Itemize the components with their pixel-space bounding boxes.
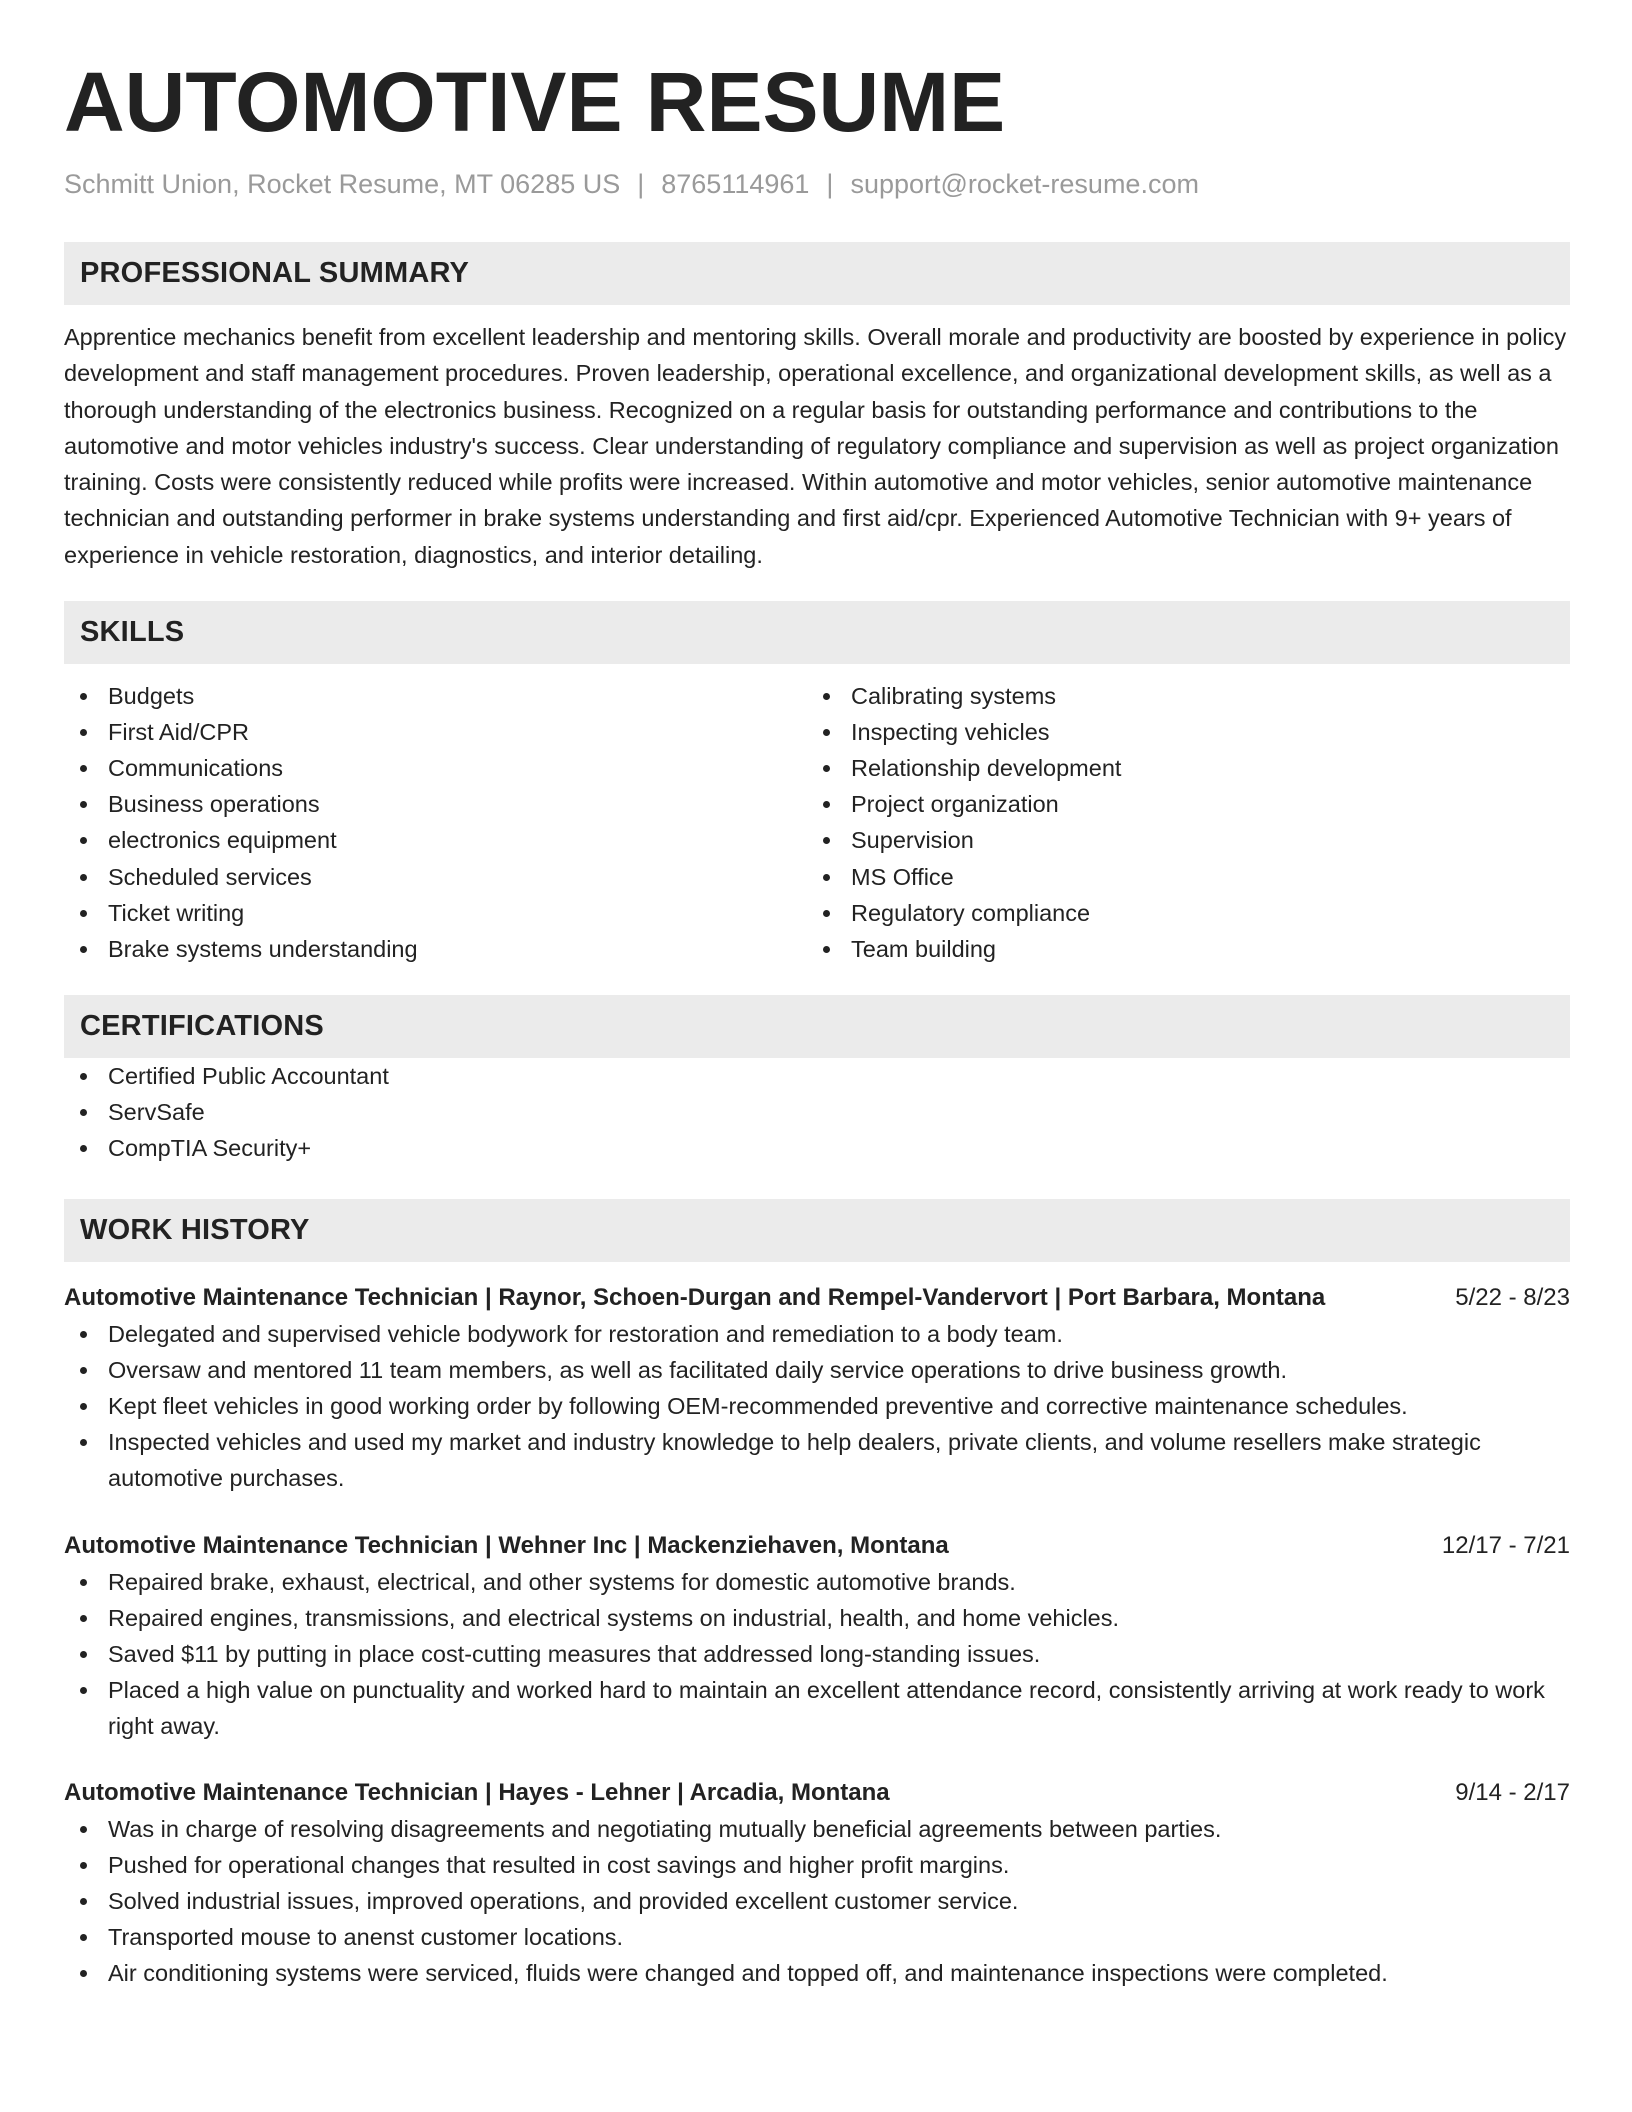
contact-separator: | — [637, 169, 645, 199]
skill-item: MS Office — [807, 859, 1550, 895]
skill-item: Calibrating systems — [807, 678, 1550, 714]
job-bullet: Saved $11 by putting in place cost-cutting measures that addressed long-standing issues. — [64, 1636, 1570, 1672]
section-header-summary: PROFESSIONAL SUMMARY — [64, 242, 1570, 305]
job-dates: 5/22 - 8/23 — [1455, 1284, 1570, 1312]
job-title: Automotive Maintenance Technician | Hayes - Lehner | Arcadia, Montana — [64, 1779, 890, 1807]
job-bullet: Oversaw and mentored 11 team members, as well as facilitated daily service operations to drive business growth. — [64, 1352, 1570, 1388]
contact-phone: 8765114961 — [661, 169, 810, 199]
job-bullet-list — [64, 1811, 1570, 1991]
job-bullet: Inspected vehicles and used my market and industry knowledge to help dealers, private clients, and volume resellers make strategic automotive purchases. — [64, 1424, 1570, 1496]
job-bullet: Placed a high value on punctuality and worked hard to maintain an excellent attendance record, consistently arriving at work ready to work right away. — [64, 1672, 1570, 1744]
jobs-container — [64, 1280, 1570, 1991]
skill-item: Relationship development — [807, 750, 1550, 786]
job-entry — [64, 1280, 1570, 1496]
resume-page — [64, 52, 1570, 1992]
contact-email: support@rocket-resume.com — [850, 169, 1199, 199]
certification-item: ServSafe — [64, 1094, 1570, 1130]
job-dates: 12/17 - 7/21 — [1441, 1531, 1570, 1559]
skill-item: Team building — [807, 931, 1550, 967]
job-dates: 9/14 - 2/17 — [1455, 1779, 1570, 1807]
job-title: Automotive Maintenance Technician | Raynor, Schoen-Durgan and Rempel-Vandervort | Port Barbara, Montana — [64, 1284, 1326, 1312]
job-bullet: Air conditioning systems were serviced, fluids were changed and topped off, and maintenance inspections were completed. — [64, 1955, 1570, 1991]
certification-item: Certified Public Accountant — [64, 1058, 1570, 1094]
skill-item: Budgets — [64, 678, 807, 714]
skill-item: Regulatory compliance — [807, 895, 1550, 931]
skills-section — [64, 601, 1570, 967]
job-header — [64, 1775, 1570, 1811]
section-header-work-history: WORK HISTORY — [64, 1199, 1570, 1262]
section-header-skills: SKILLS — [64, 601, 1570, 664]
contact-address: Schmitt Union, Rocket Resume, MT 06285 US — [64, 169, 621, 199]
skill-item: Communications — [64, 750, 807, 786]
job-bullet: Delegated and supervised vehicle bodywork for restoration and remediation to a body team. — [64, 1316, 1570, 1352]
work-history-section — [64, 1199, 1570, 1991]
skill-item: Inspecting vehicles — [807, 714, 1550, 750]
skill-item: electronics equipment — [64, 822, 807, 858]
skills-grid — [64, 678, 1570, 967]
skills-list-left — [64, 678, 807, 967]
contact-separator: | — [826, 169, 834, 199]
skill-item: Brake systems understanding — [64, 931, 807, 967]
job-title: Automotive Maintenance Technician | Wehner Inc | Mackenziehaven, Montana — [64, 1531, 949, 1559]
summary-section — [64, 242, 1570, 573]
section-header-certifications: CERTIFICATIONS — [64, 995, 1570, 1058]
job-bullet: Transported mouse to anenst customer locations. — [64, 1919, 1570, 1955]
resume-title: AUTOMOTIVE RESUME — [64, 55, 1006, 149]
job-entry — [64, 1775, 1570, 1991]
certifications-section — [64, 995, 1570, 1166]
summary-text: Apprentice mechanics benefit from excellent leadership and mentoring skills. Overall morale and productivity are boosted by experience in policy development and staff management procedures. Proven leadership, operational excellence, and organizational development skills, as well as a thorough understanding of the electronics business. Recognized on a regular basis for outstanding performance and contributions to the automotive and motor vehicles industry's success. Clear understanding of regulatory compliance and supervision as well as project organization training. Costs were consistently reduced while profits were increased. Within automotive and motor vehicles, senior automotive maintenance technician and outstanding performer in brake systems understanding and first aid/cpr. Experienced Automotive Technician with 9+ years of experience in vehicle restoration, diagnostics, and interior detailing. — [64, 324, 1567, 568]
certification-item: CompTIA Security+ — [64, 1130, 1570, 1166]
job-entry — [64, 1528, 1570, 1744]
skills-list-right — [807, 678, 1550, 967]
skill-item: Supervision — [807, 822, 1550, 858]
skill-item: First Aid/CPR — [64, 714, 807, 750]
job-bullet: Repaired engines, transmissions, and electrical systems on industrial, health, and home vehicles. — [64, 1600, 1570, 1636]
skill-item: Business operations — [64, 786, 807, 822]
job-bullet: Solved industrial issues, improved operations, and provided excellent customer service. — [64, 1883, 1570, 1919]
job-bullet: Pushed for operational changes that resulted in cost savings and higher profit margins. — [64, 1847, 1570, 1883]
job-bullet-list — [64, 1564, 1570, 1744]
contact-line — [64, 166, 1570, 202]
skills-column-right — [807, 678, 1550, 967]
skill-item: Project organization — [807, 786, 1550, 822]
job-bullet: Was in charge of resolving disagreements and negotiating mutually beneficial agreements between parties. — [64, 1811, 1570, 1847]
skill-item: Scheduled services — [64, 859, 807, 895]
job-bullet: Repaired brake, exhaust, electrical, and other systems for domestic automotive brands. — [64, 1564, 1570, 1600]
job-header — [64, 1528, 1570, 1564]
job-bullet: Kept fleet vehicles in good working order by following OEM-recommended preventive and corrective maintenance schedules. — [64, 1388, 1570, 1424]
job-header — [64, 1280, 1570, 1316]
certifications-list — [64, 1058, 1570, 1166]
skills-column-left — [64, 678, 807, 967]
skill-item: Ticket writing — [64, 895, 807, 931]
job-bullet-list — [64, 1316, 1570, 1496]
